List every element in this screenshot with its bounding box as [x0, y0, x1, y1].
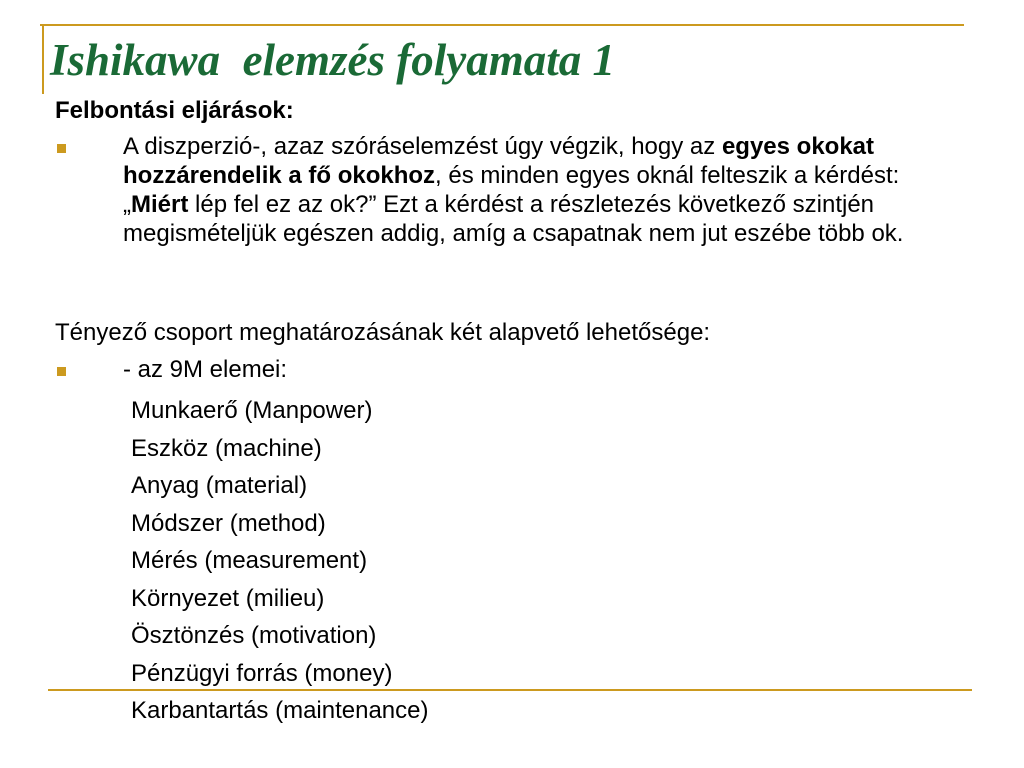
method-paragraph	[123, 132, 963, 248]
nine-m-list	[131, 392, 429, 730]
list-item: Környezet (milieu)	[131, 584, 325, 612]
list-item: Anyag (material)	[131, 472, 308, 499]
paragraph-bold-2: Miért	[131, 191, 189, 218]
paragraph-bold-1: egyes okokat hozzárendelik a fő okokhoz	[123, 133, 875, 189]
factor-group-intro: Tényező csoport meghatározásának két alapvető lehetősége:	[55, 319, 711, 346]
list-item: Módszer (method)	[131, 509, 326, 537]
slide-title: Ishikawa elemzés folyamata 1	[50, 35, 615, 85]
paragraph-text-3: lép fel ez az ok?” Ezt a kérdést a részletezés következő szintjén megismételjük egészen addig, amíg a csapatnak nem jut eszébe több ok.	[123, 191, 904, 247]
left-rule	[42, 24, 44, 94]
square-bullet-icon	[57, 367, 66, 376]
paragraph-text-1: A diszperzió-, azaz szóráselemzést úgy végzik, hogy az	[123, 133, 722, 160]
list-item: Eszköz (machine)	[131, 434, 322, 462]
square-bullet-icon	[57, 144, 66, 153]
list-item: Pénzügyi forrás (money)	[131, 659, 393, 687]
list-item: Karbantartás (maintenance)	[131, 697, 429, 724]
nine-m-bullet: - az 9M elemei:	[123, 356, 288, 383]
list-item: Munkaerő (Manpower)	[131, 397, 373, 424]
list-item: Ösztönzés (motivation)	[131, 622, 377, 649]
list-item: Mérés (measurement)	[131, 547, 368, 574]
paragraph-text-2: , és minden egyes oknál felteszik a kérdést: „	[123, 162, 900, 218]
top-rule	[40, 24, 964, 26]
section-heading: Felbontási eljárások:	[55, 97, 294, 124]
